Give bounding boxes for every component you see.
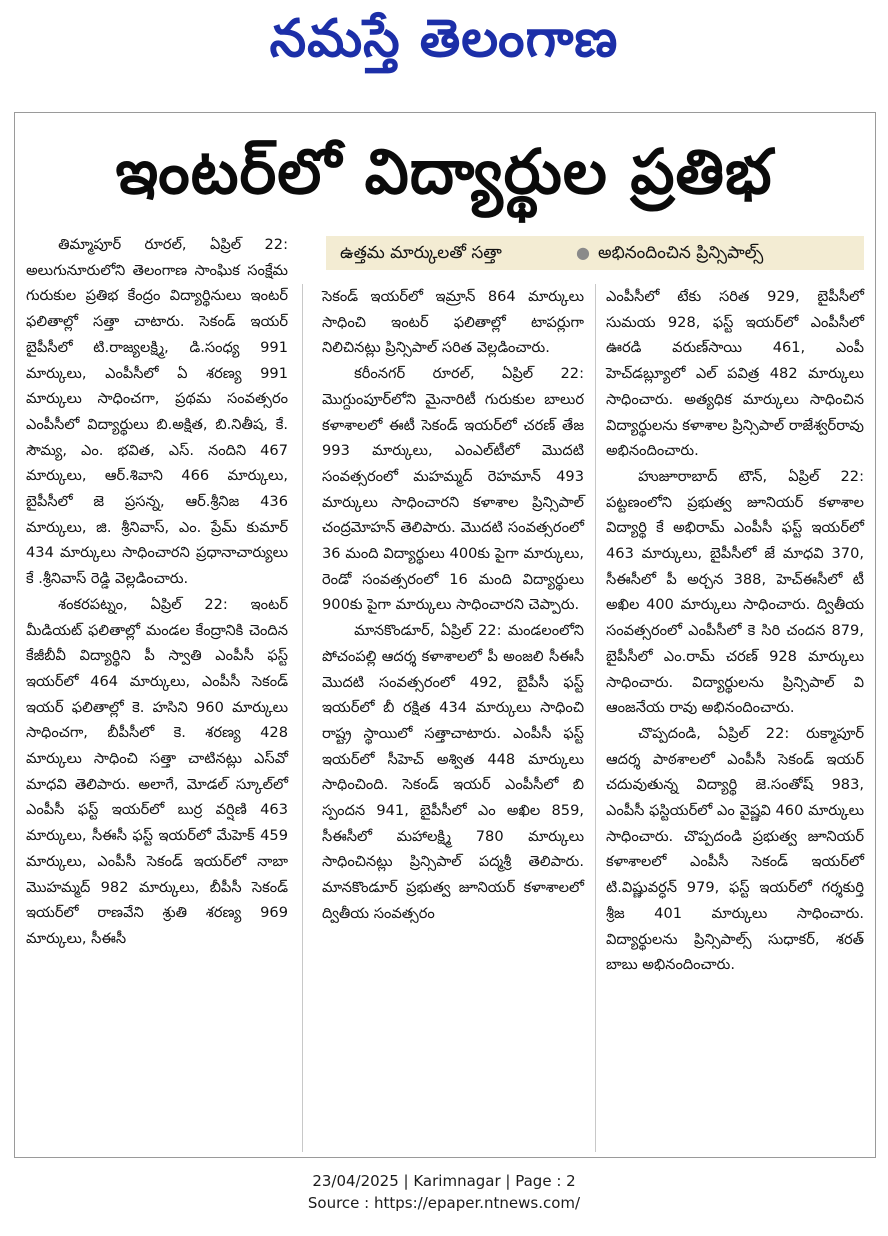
paragraph: ఎంపీసీలో టేకు సరిత 929, బైపీసీలో సుమయ 928, ఫస్ట్ ఇయర్‌లో ఎంపీసీలో ఊరడి వరుణ్‌సాయి 461, ఎంపీ హెచ్‌డబ్ల్యూలో ఎల్ పవిత్ర 482 మార్కులు సాధించారు. అత్యధిక మార్కులు సాధించిన విద్యార్థులను కళాశాల ప్రిన్సిపాల్ రాజేశ్వర్‌రావు అభినందించారు. — [606, 288, 864, 460]
page-footer — [0, 1170, 888, 1214]
paragraph: మానకొండూర్, ఏప్రిల్ 22: మండలంలోని పోచంపల్లి ఆదర్శ కళాశాలలో పీ అంజలి సీఈసీ మొదటి సంవత్సరంలో 492, బైపీసీ ఫస్ట్ ఇయర్‌లో బీ రక్షిత 434 మార్కులు సాధించి రాష్ట్ర స్థాయిలో సత్తాచాటారు. ఎంపీసీ ఫస్ట్ ఇయర్‌లో సీహెచ్ అశ్విత 448 మార్కులు సాధించింది. సెకండ్ ఇయర్ ఎంపీసీలో బి స్పందన 941, బైపీసీలో ఎం అఖిల 859, సీఈసీలో మహాలక్ష్మి 780 మార్కులు సాధించినట్లు ప్రిన్సిపాల్ పద్మశ్రీ తెలిపారు. మానకొండూర్ ప్రభుత్వ జూనియర్ కళాశాలలో ద్వితీయ సంవత్సరం — [322, 622, 584, 922]
article-column-1 — [26, 232, 288, 1152]
frame-top-rule — [15, 112, 875, 113]
article-headline: ఇంటర్‌లో విద్యార్థుల ప్రతిభ — [115, 135, 773, 208]
subheading-1: ఉత్తమ మార్కులతో సత్తా — [340, 243, 502, 263]
edition-info: 23/04/2025 | Karimnagar | Page : 2 — [312, 1172, 576, 1190]
subheading-2: అభినందించిన ప్రిన్సిపాల్స్ — [598, 243, 764, 263]
subheading-separator: ● — [576, 243, 590, 262]
article-column-2 — [322, 284, 584, 1154]
subheading-bar — [326, 236, 864, 270]
paragraph: కరీంనగర్ రూరల్, ఏప్రిల్ 22: మొగ్దుంపూర్‌లోని మైనారిటీ గురుకుల బాలుర కళాశాలలో ఈటీ సెకండ్ ఇయర్‌లో చరణ్ తేజ 993 మార్కులు, ఎంఎల్‌టీలో మొదటి సంవత్సరంలో మహమ్మద్ రెహమాన్ 493 మార్కులు సాధించారని కళాశాల ప్రిన్సిపాల్ చంద్రమోహన్ తెలిపారు. మొదటి సంవత్సరంలో 36 మంది విద్యార్థులు 400కు పైగా మార్కులు, రెండో సంవత్సరంలో 16 మంది విద్యార్థులు 900కు పైగా మార్కులు సాధించారని చెప్పారు. — [322, 365, 584, 614]
paragraph: సెకండ్ ఇయర్‌లో ఇమ్రాన్ 864 మార్కులు సాధించి ఇంటర్ ఫలితాల్లో టాపర్లుగా నిలిచినట్లు ప్రిన్సిపాల్ సరిత వెల్లడించారు. — [322, 288, 584, 357]
masthead — [0, 0, 888, 78]
paragraph: శంకరపట్నం, ఏప్రిల్ 22: ఇంటర్ మీడియట్ ఫలితాల్లో మండల కేంద్రానికి చెందిన కేజీబీవీ విద్యార్థిని పీ స్వాతి ఎంపీసీ ఫస్ట్ ఇయర్‌లో 464 మార్కులు, ఎంపీసీ సెకండ్ ఇయర్ ఫలితాల్లో కె. హసిని 960 మార్కులు సాధించగా, బీపీసీలో కె. శరణ్య 428 మార్కులు సాధించి సత్తా చాటినట్లు ఎస్‌వో మాధవి తెలిపారు. అలాగే, మోడల్ స్కూల్‌లో ఎంపీసీ ఫస్ట్ ఇయర్‌లో బుర్ర వర్షిణి 463 మార్కులు, సీఈసీ ఫస్ట్ ఇయర్‌లో మేహెక్ 459 మార్కులు, ఎంపీసీ సెకండ్ ఇయర్‌లో నాబా మొహమ్మద్ 982 మార్కులు, బీపీసీ సెకండ్ ఇయర్‌లో రాణవేని శ్రుతి శరణ్య 969 మార్కులు, సీఈసీ — [26, 595, 288, 947]
paragraph: హుజూరాబాద్ టౌన్, ఏప్రిల్ 22: పట్టణంలోని ప్రభుత్వ జూనియర్ కళాశాల విద్యార్థి కే అభిరామ్ ఎంపీసీ ఫస్ట్ ఇయర్‌లో 463 మార్కులు, బైపీసీలో జే మాధవి 370, సీఈసీలో పీ అర్చన 388, హెచ్‌ఈసీలో టీ అఖిల 400 మార్కులు సాధించారు. ద్వితీయ సంవత్సరంలో ఎంపీసీలో కె సిరి చందన 879, బైపీసీలో ఎం.రామ్ చరణ్ 928 మార్కులు సాధించారు. విద్యార్థులను ప్రిన్సిపాల్ వి ఆంజనేయ రావు అభినందించారు. — [606, 467, 864, 717]
column-divider — [595, 284, 596, 1152]
column-divider — [302, 284, 303, 1152]
newspaper-logo: నమస్తే తెలంగాణ — [269, 9, 619, 69]
paragraph: చొప్పదండి, ఏప్రిల్ 22: రుక్మాపూర్ ఆదర్శ పాఠశాలలో ఎంపీసీ సెకండ్ ఇయర్ చదువుతున్న విద్యార్థి జె.సంతోష్ 983, ఎంపీసీ ఫస్టియర్‌లో ఎం వైష్ణవి 460 మార్కులు సాధించారు. చొప్పదండి ప్రభుత్వ జూనియర్ కళాశాలలో ఎంపీసీ సెకండ్ ఇయర్‌లో టి.విష్ణువర్ధన్ 979, ఫస్ట్ ఇయర్‌లో గర్శకుర్తి శ్రీజ 401 మార్కులు సాధించారు. విద్యార్థులను ప్రిన్సిపాల్స్ సుధాకర్, శరత్ బాబు అభినందించారు. — [606, 724, 864, 974]
source-link[interactable]: Source : https://epaper.ntnews.com/ — [307, 1194, 581, 1212]
article-column-3 — [606, 284, 864, 1154]
paragraph: తిమ్మాపూర్ రూరల్, ఏప్రిల్ 22: అలుగునూరులోని తెలంగాణ సాంఘిక సంక్షేమ గురుకుల ప్రతిభ కేంద్రం విద్యార్థినులు ఇంటర్ ఫలితాల్లో సత్తా చాటారు. సెకండ్ ఇయర్ బైపీసీలో టి.రాజ్యలక్ష్మి, డి.సంధ్య 991 మార్కులు, ఎంపీసీలో ఏ శరణ్య 991 మార్కులు సాధించగా, ప్రథమ సంవత్సరం ఎంపీసీలో విద్యార్థులు బి.అక్షిత, బి.నితీష, కే. సౌమ్య, ఎం. భవిత, ఎస్. నందిని 467 మార్కులు, ఆర్.శివాని 466 మార్కులు, బైపీసీలో జె ప్రసన్న, ఆర్.శ్రీనిజ 436 మార్కులు, జి. శ్రీనివాస్, ఎం. ప్రేమ్ కుమార్ 434 మార్కులు సాధించారని ప్రధానాచార్యులు కే .శ్రీనివాస్ రెడ్డి వెల్లడించారు. — [26, 236, 288, 588]
